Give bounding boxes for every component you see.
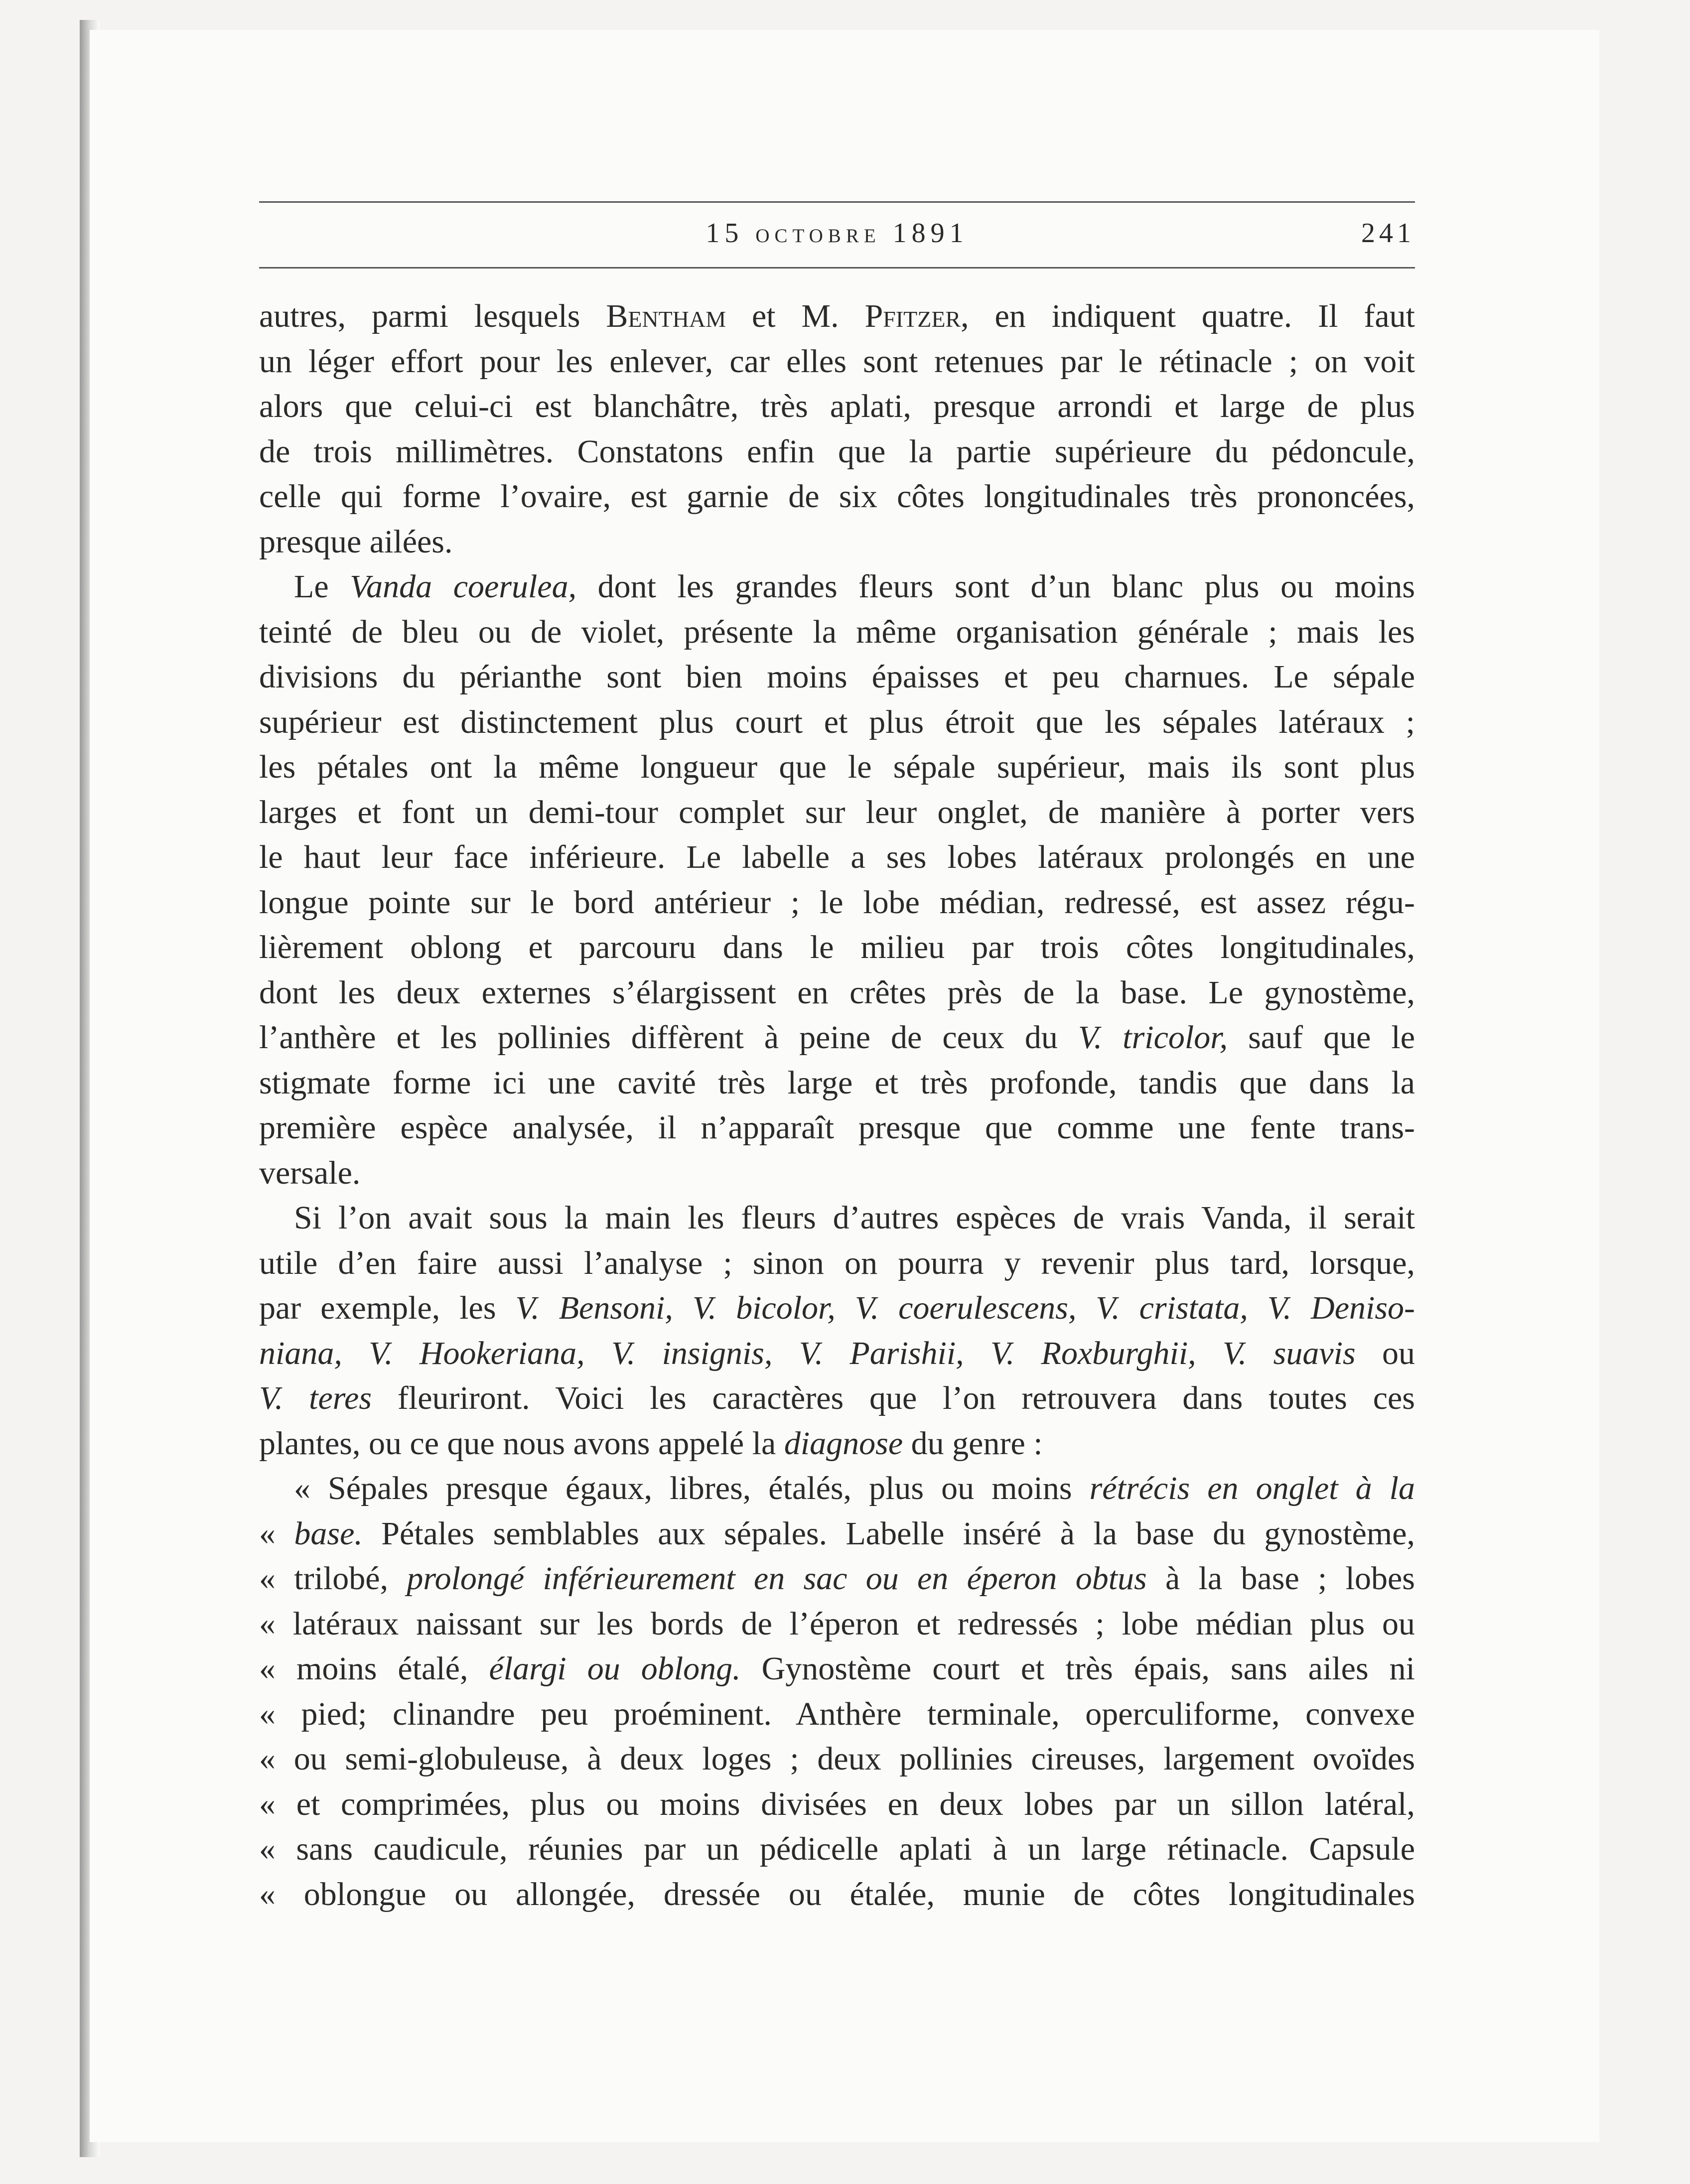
text-run: Si l’on avait sous la main les fleurs d’autres espèces de vrais Vanda, il serait [294, 1200, 1415, 1236]
text-run: presque ailées. [259, 523, 453, 560]
text-run: « ou semi-globuleuse, à deux loges ; deux pollinies cireuses, largement ovoïdes [259, 1741, 1415, 1777]
text-line [259, 1737, 1415, 1782]
text-run: Le [294, 568, 350, 605]
text-line [259, 1105, 1415, 1151]
text-run: « Sépales presque égaux, libres, étalés, plus ou moins [294, 1470, 1090, 1506]
text-run: ou [1355, 1335, 1415, 1371]
text-run: teinté de bleu ou de violet, présente la même organisation générale ; mais les [259, 613, 1415, 650]
italic-text: V. Bensoni, V. bicolor, V. coerulescens, V. cristata, V. Deniso- [515, 1290, 1415, 1326]
body-text [259, 294, 1415, 1917]
text-run: sauf que le [1228, 1019, 1415, 1056]
italic-text: rétrécis en onglet à la [1089, 1470, 1415, 1506]
text-run: « [259, 1515, 294, 1552]
text-run: fleuriront. Voici les caractères que l’on retrouvera dans toutes ces [372, 1380, 1415, 1416]
text-line [259, 1782, 1415, 1827]
text-run: autres, parmi lesquels [259, 298, 606, 334]
text-run: à la base ; lobes [1146, 1560, 1415, 1597]
text-line [259, 1602, 1415, 1647]
text-line [259, 1692, 1415, 1737]
italic-text: diagnose [784, 1425, 903, 1462]
text-run: et M. [726, 298, 865, 334]
text-run: un léger effort pour les enlever, car elles sont retenues par le rétinacle ; on voit [259, 343, 1415, 380]
text-line [259, 925, 1415, 970]
text-line [259, 880, 1415, 926]
text-line [259, 1556, 1415, 1602]
text-run: celle qui forme l’ovaire, est garnie de six côtes longitudinales très prononcées, [259, 478, 1415, 515]
text-line [259, 1421, 1415, 1467]
text-run: du genre : [903, 1425, 1043, 1462]
text-line [259, 1196, 1415, 1241]
text-line [259, 1331, 1415, 1376]
text-run: dont les grandes fleurs sont d’un blanc plus ou moins [576, 568, 1415, 605]
text-run: les pétales ont la même longueur que le sépale supérieur, mais ils sont plus [259, 749, 1415, 785]
text-line [259, 1872, 1415, 1917]
text-line [259, 520, 1415, 565]
text-run: « pied; clinandre peu proéminent. Anthère terminale, operculiforme, convexe [259, 1695, 1415, 1732]
italic-text: Vanda coerulea, [350, 568, 577, 605]
text-run: versale. [259, 1154, 361, 1191]
text-line [259, 970, 1415, 1016]
page-number: 241 [1361, 218, 1415, 249]
text-line [259, 294, 1415, 339]
text-run: divisions du périanthe sont bien moins épaisses et peu charnues. Le sépale [259, 659, 1415, 695]
italic-text: élargi ou oblong. [489, 1650, 741, 1687]
text-line [259, 564, 1415, 610]
text-line [259, 700, 1415, 745]
text-run: , en indiquent quatre. Il faut [961, 298, 1415, 334]
text-run: « moins étalé, [259, 1650, 489, 1687]
small-caps-name: Bentham [606, 298, 726, 334]
italic-text: V. tricolor, [1078, 1019, 1228, 1056]
italic-text: V. teres [259, 1380, 372, 1416]
header-rule-top [259, 201, 1415, 203]
text-run: supérieur est distinctement plus court et plus étroit que les sépales latéraux ; [259, 703, 1415, 740]
text-run: « latéraux naissant sur les bords de l’éperon et redressés ; lobe médian plus ou [259, 1605, 1415, 1642]
text-run: dont les deux externes s’élargissent en crêtes près de la base. Le gynostème, [259, 974, 1415, 1011]
text-line [259, 1511, 1415, 1557]
text-run: alors que celui-ci est blanchâtre, très aplati, presque arrondi et large de plus [259, 388, 1415, 424]
text-run: larges et font un demi-tour complet sur leur onglet, de manière à porter vers [259, 794, 1415, 830]
text-run: stigmate forme ici une cavité très large et très profonde, tandis que dans la [259, 1064, 1415, 1101]
text-line [259, 339, 1415, 385]
italic-text: niana, V. Hookeriana, V. insignis, V. Parishii, V. Roxburghii, V. suavis [259, 1335, 1356, 1371]
text-run: par exemple, les [259, 1290, 516, 1326]
text-line [259, 790, 1415, 835]
text-line [259, 610, 1415, 655]
text-run: utile d’en faire aussi l’analyse ; sinon on pourra y revenir plus tard, lorsque, [259, 1244, 1415, 1281]
text-line [259, 429, 1415, 475]
text-line [259, 1015, 1415, 1061]
text-line [259, 745, 1415, 790]
text-run: Pétales semblables aux sépales. Labelle inséré à la base du gynostème, [362, 1515, 1415, 1552]
text-run: Gynostème court et très épais, sans ailes ni [740, 1650, 1415, 1687]
text-run: plantes, ou ce que nous avons appelé la [259, 1425, 784, 1462]
text-line [259, 1827, 1415, 1872]
text-line [259, 1286, 1415, 1331]
text-run: de trois millimètres. Constatons enfin que la partie supérieure du pédoncule, [259, 433, 1415, 470]
italic-text: prolongé inférieurement en sac ou en éperon obtus [407, 1560, 1147, 1597]
text-run: le haut leur face inférieure. Le labelle a ses lobes latéraux prolongés en une [259, 839, 1415, 875]
text-line [259, 1376, 1415, 1421]
text-line [259, 1646, 1415, 1692]
header-rule-bottom [259, 267, 1415, 269]
text-line [259, 655, 1415, 700]
running-head-title: 15 octobre 1891 [705, 218, 969, 249]
text-run: longue pointe sur le bord antérieur ; le lobe médian, redressé, est assez régu- [259, 884, 1415, 921]
running-head [259, 209, 1415, 259]
text-run: première espèce analysée, il n’apparaît presque que comme une fente trans- [259, 1109, 1415, 1146]
italic-text: base. [294, 1515, 363, 1552]
text-run: « trilobé, [259, 1560, 407, 1597]
text-line [259, 1061, 1415, 1106]
text-line [259, 474, 1415, 520]
text-line [259, 1241, 1415, 1286]
text-run: « et comprimées, plus ou moins divisées en deux lobes par un sillon latéral, [259, 1785, 1415, 1822]
text-run: « sans caudicule, réunies par un pédicelle aplati à un large rétinacle. Capsule [259, 1831, 1415, 1867]
text-run: « oblongue ou allongée, dressée ou étalée, munie de côtes longitudinales [259, 1876, 1415, 1912]
text-line [259, 1151, 1415, 1196]
text-run: l’anthère et les pollinies diffèrent à peine de ceux du [259, 1019, 1078, 1056]
text-run: lièrement oblong et parcouru dans le milieu par trois côtes longitudinales, [259, 929, 1415, 965]
text-line [259, 835, 1415, 880]
text-line [259, 1466, 1415, 1511]
small-caps-name: Pfitzer [864, 298, 961, 334]
text-line [259, 384, 1415, 429]
